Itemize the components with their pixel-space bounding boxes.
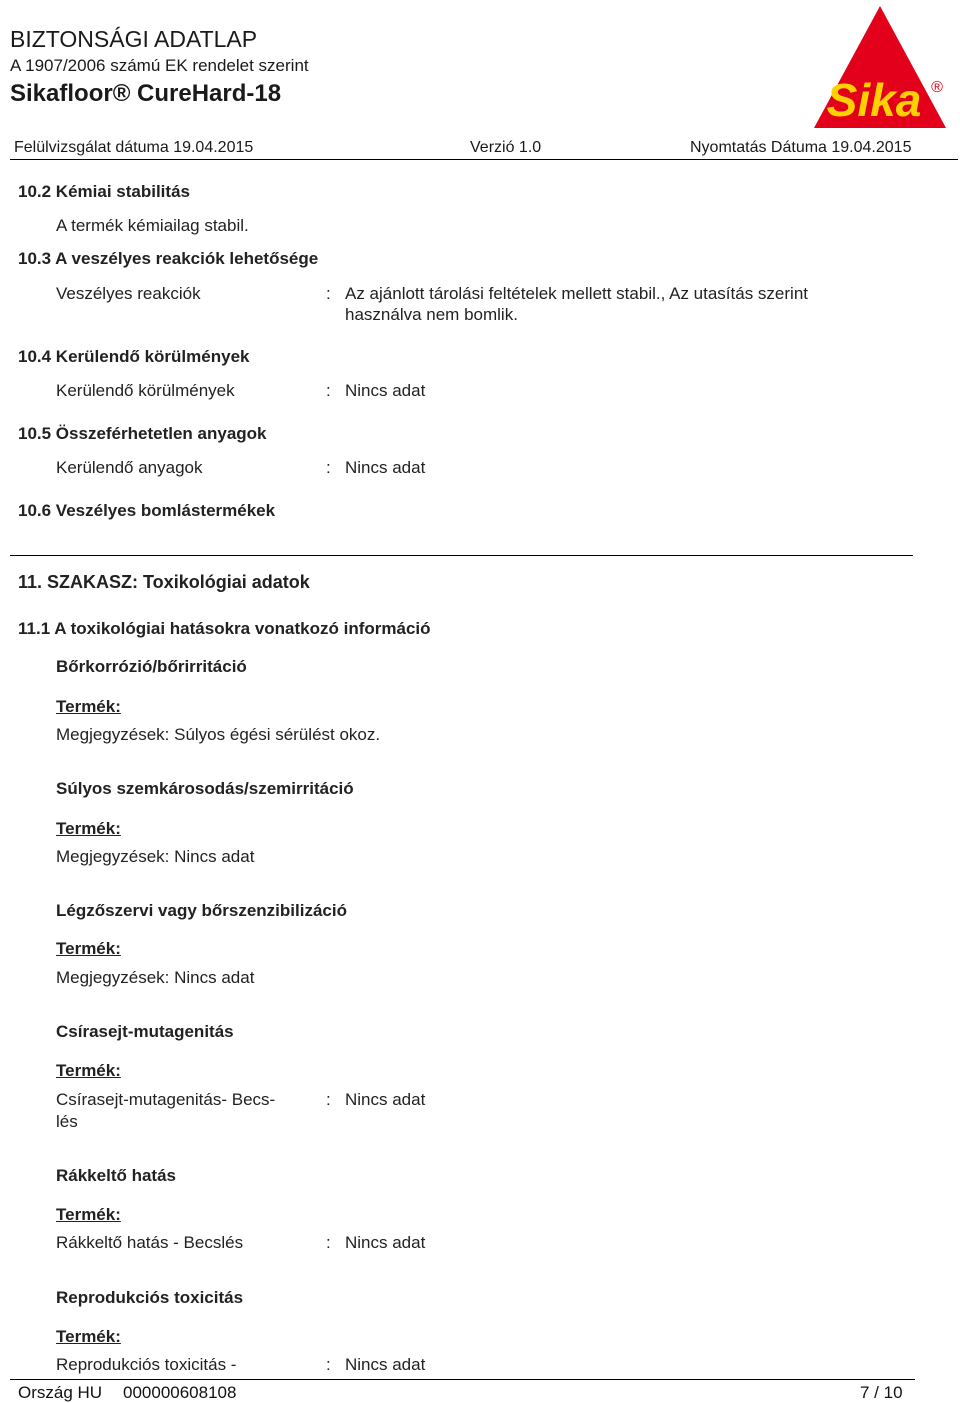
footer-divider bbox=[10, 1379, 915, 1380]
carcinogenicity-title: Rákkeltő hatás bbox=[56, 1166, 176, 1185]
chemical-stability-text: A termék kémiailag stabil. bbox=[56, 216, 249, 235]
section-10-4-heading: 10.4 Kerülendő körülmények bbox=[18, 347, 250, 366]
product-label: Termék: bbox=[56, 939, 121, 958]
product-name: Sikafloor® CureHard-18 bbox=[10, 80, 282, 107]
hazardous-reactions-value-line1: Az ajánlott tárolási feltételek mellett stabil., Az utasítás szerint bbox=[345, 284, 808, 303]
skin-corrosion-note: Megjegyzések: Súlyos égési sérülést okoz. bbox=[56, 725, 381, 744]
sika-logo bbox=[806, 2, 956, 134]
hazardous-reactions-label: Veszélyes reakciók bbox=[56, 284, 201, 303]
product-label: Termék: bbox=[56, 1327, 121, 1346]
carcinogenicity-value: Nincs adat bbox=[345, 1233, 426, 1252]
section-10-2-heading: 10.2 Kémiai stabilitás bbox=[18, 182, 190, 201]
product-label: Termék: bbox=[56, 819, 121, 838]
sensitization-note: Megjegyzések: Nincs adat bbox=[56, 968, 255, 987]
field-separator: : bbox=[326, 1233, 331, 1252]
field-separator: : bbox=[326, 381, 331, 400]
field-separator: : bbox=[326, 1355, 331, 1374]
footer-document-number: 000000608108 bbox=[123, 1383, 237, 1402]
germ-cell-value: Nincs adat bbox=[345, 1090, 426, 1109]
eye-damage-note: Megjegyzések: Nincs adat bbox=[56, 847, 255, 866]
section-10-5-heading: 10.5 Összeférhetetlen anyagok bbox=[18, 424, 267, 443]
reproductive-toxicity-value: Nincs adat bbox=[345, 1355, 426, 1374]
germ-cell-label-line1: Csírasejt-mutagenitás- Becs- bbox=[56, 1090, 276, 1109]
header-divider bbox=[10, 159, 958, 160]
germ-cell-title: Csírasejt-mutagenitás bbox=[56, 1022, 234, 1041]
hazardous-reactions-value-line2: használva nem bomlik. bbox=[345, 305, 518, 324]
document-title: BIZTONSÁGI ADATLAP bbox=[10, 26, 258, 52]
product-label: Termék: bbox=[56, 1205, 121, 1224]
regulation-line: A 1907/2006 számú EK rendelet szerint bbox=[10, 56, 309, 75]
germ-cell-label-line2: lés bbox=[56, 1112, 78, 1131]
eye-damage-title: Súlyos szemkárosodás/szemirritáció bbox=[56, 779, 354, 798]
field-separator: : bbox=[326, 1090, 331, 1109]
section-divider bbox=[10, 555, 913, 556]
footer-country: Ország HU bbox=[18, 1383, 103, 1402]
sensitization-title: Légzőszervi vagy bőrszenzibilizáció bbox=[56, 901, 347, 920]
section-11-1-heading: 11.1 A toxikológiai hatásokra vonatkozó információ bbox=[18, 619, 431, 638]
version: Verzió 1.0 bbox=[470, 139, 542, 156]
skin-corrosion-title: Bőrkorrózió/bőrirritáció bbox=[56, 657, 247, 676]
reproductive-toxicity-label: Reprodukciós toxicitás - bbox=[56, 1355, 237, 1374]
field-separator: : bbox=[326, 458, 331, 477]
footer-page-number: 7 / 10 bbox=[860, 1383, 903, 1402]
product-label: Termék: bbox=[56, 1061, 121, 1080]
print-date: Nyomtatás Dátuma 19.04.2015 bbox=[690, 139, 912, 156]
logo-registered-mark: ® bbox=[931, 79, 943, 96]
field-separator: : bbox=[326, 284, 331, 303]
reproductive-toxicity-title: Reprodukciós toxicitás bbox=[56, 1288, 244, 1307]
logo-wordmark: Sika bbox=[826, 74, 922, 126]
carcinogenicity-label: Rákkeltő hatás - Becslés bbox=[56, 1233, 244, 1252]
conditions-to-avoid-label: Kerülendő körülmények bbox=[56, 381, 235, 400]
product-label: Termék: bbox=[56, 697, 121, 716]
section-10-6-heading: 10.6 Veszélyes bomlástermékek bbox=[18, 501, 276, 520]
revision-date: Felülvizsgálat dátuma 19.04.2015 bbox=[14, 139, 254, 156]
materials-to-avoid-value: Nincs adat bbox=[345, 458, 426, 477]
section-11-heading: 11. SZAKASZ: Toxikológiai adatok bbox=[18, 572, 310, 592]
materials-to-avoid-label: Kerülendő anyagok bbox=[56, 458, 203, 477]
section-10-3-heading: 10.3 A veszélyes reakciók lehetősége bbox=[18, 249, 319, 268]
conditions-to-avoid-value: Nincs adat bbox=[345, 381, 426, 400]
